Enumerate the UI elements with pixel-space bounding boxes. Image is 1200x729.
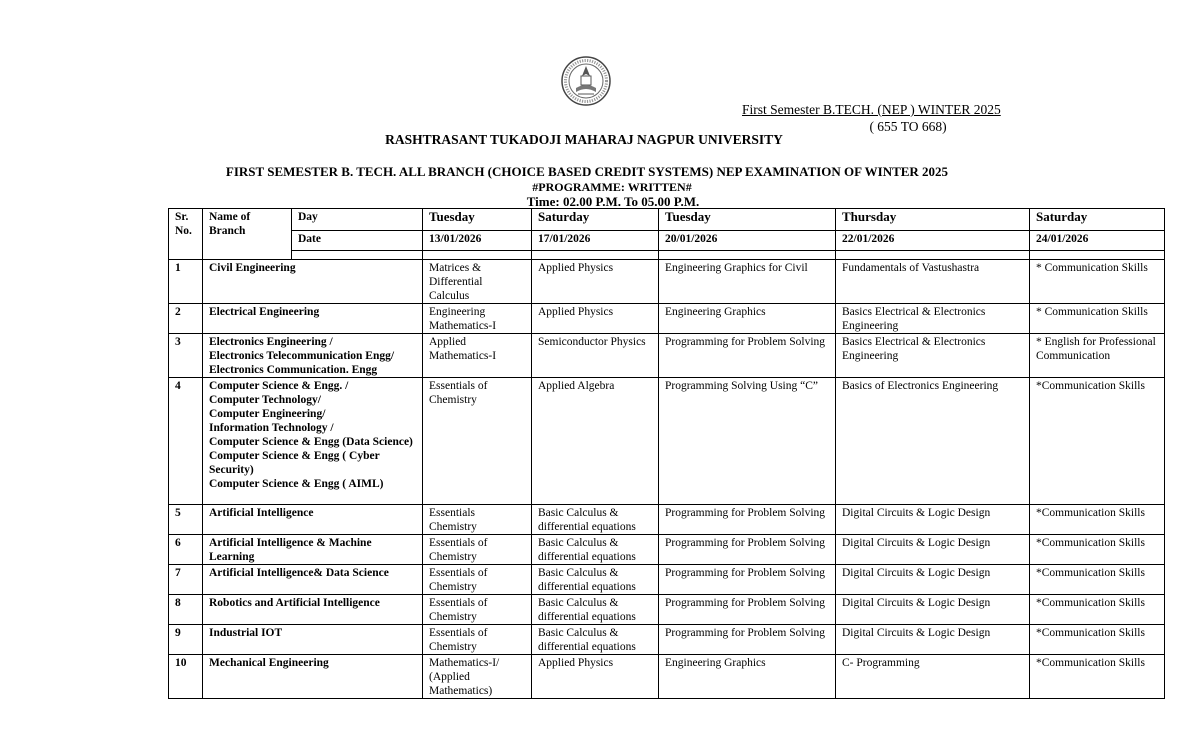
subject-cell: Applied Algebra (532, 378, 659, 505)
subject-cell: C- Programming (836, 655, 1030, 699)
subject-cell: Applied Physics (532, 260, 659, 304)
subject-cell: * Communication Skills (1030, 260, 1165, 304)
sr-no-cell: 7 (169, 565, 203, 595)
table-row (169, 304, 1165, 334)
day-header: Saturday (532, 209, 659, 231)
sr-no-cell: 1 (169, 260, 203, 304)
subject-cell: Basic Calculus & differential equations (532, 535, 659, 565)
table-row (169, 625, 1165, 655)
subject-cell: Basic Calculus & differential equations (532, 625, 659, 655)
subject-cell: Programming for Problem Solving (659, 625, 836, 655)
subject-cell: Basic Calculus & differential equations (532, 505, 659, 535)
day-header: Tuesday (659, 209, 836, 231)
subject-cell: *Communication Skills (1030, 378, 1165, 505)
table-row (169, 505, 1165, 535)
subject-cell: Applied Mathematics-I (423, 334, 532, 378)
semester-info (742, 101, 1000, 135)
subject-cell: *Communication Skills (1030, 535, 1165, 565)
subject-cell: Programming for Problem Solving (659, 565, 836, 595)
seat-range: ( 655 TO 668) (869, 119, 947, 134)
subject-cell: Digital Circuits & Logic Design (836, 595, 1030, 625)
sr-no-cell: 10 (169, 655, 203, 699)
subject-cell: Digital Circuits & Logic Design (836, 535, 1030, 565)
subject-cell: * Communication Skills (1030, 304, 1165, 334)
subject-cell: Semiconductor Physics (532, 334, 659, 378)
subject-cell: Essentials of Chemistry (423, 565, 532, 595)
branch-name-cell: Robotics and Artificial Intelligence (203, 595, 423, 625)
subject-cell: Basic Calculus & differential equations (532, 595, 659, 625)
exam-time: Time: 02.00 P.M. To 05.00 P.M. (526, 194, 700, 209)
subject-cell: Essentials of Chemistry (423, 378, 532, 505)
subject-cell: Digital Circuits & Logic Design (836, 565, 1030, 595)
subject-cell: Engineering Graphics (659, 655, 836, 699)
subject-cell: Essentials of Chemistry (423, 595, 532, 625)
day-header: Tuesday (423, 209, 532, 231)
table-row (169, 565, 1165, 595)
branch-name-cell: Artificial Intelligence& Data Science (203, 565, 423, 595)
sr-no-cell: 9 (169, 625, 203, 655)
subject-cell: *Communication Skills (1030, 655, 1165, 699)
subject-cell: Programming for Problem Solving (659, 595, 836, 625)
day-label: Day (292, 209, 423, 231)
subject-cell: *Communication Skills (1030, 505, 1165, 535)
branch-name-cell: Artificial Intelligence (203, 505, 423, 535)
subject-cell: *Communication Skills (1030, 565, 1165, 595)
subject-cell: Fundamentals of Vastushastra (836, 260, 1030, 304)
sr-no-cell: 8 (169, 595, 203, 625)
subject-cell: Applied Physics (532, 304, 659, 334)
subject-cell: Mathematics-I/ (Applied Mathematics) (423, 655, 532, 699)
branch-name-cell: Electrical Engineering (203, 304, 423, 334)
date-header: 24/01/2026 (1030, 231, 1165, 251)
sr-no-cell: 5 (169, 505, 203, 535)
subject-cell: Engineering Mathematics-I (423, 304, 532, 334)
exam-title: FIRST SEMESTER B. TECH. ALL BRANCH (CHOICE BASED CREDIT SYSTEMS) NEP EXAMINATION OF WINTER 2025 (225, 164, 949, 179)
subject-cell: Essentials of Chemistry (423, 625, 532, 655)
sr-no-header: Sr. No. (169, 209, 203, 260)
subject-cell: Applied Physics (532, 655, 659, 699)
semester-line: First Semester B.TECH. (NEP ) WINTER 2025 (742, 102, 1001, 117)
subject-cell: Basics Electrical & Electronics Engineering (836, 334, 1030, 378)
subject-cell: Digital Circuits & Logic Design (836, 505, 1030, 535)
subject-cell: Programming Solving Using “C” (659, 378, 836, 505)
date-label: Date (292, 231, 423, 251)
table-row (169, 334, 1165, 378)
subject-cell: Digital Circuits & Logic Design (836, 625, 1030, 655)
branch-name-cell: Computer Science & Engg. / Computer Technology/ Computer Engineering/ Information Technology / Computer Science & Engg (Data Science) Computer Science & Engg ( Cyber Security) Computer Science & Engg ( AIML) (203, 378, 423, 505)
date-header: 13/01/2026 (423, 231, 532, 251)
subject-cell: Basics of Electronics Engineering (836, 378, 1030, 505)
date-header: 20/01/2026 (659, 231, 836, 251)
subject-cell: Programming for Problem Solving (659, 535, 836, 565)
subject-cell: Essentials of Chemistry (423, 535, 532, 565)
sr-no-cell: 4 (169, 378, 203, 505)
exam-schedule-table (168, 208, 1165, 699)
subject-cell: Engineering Graphics for Civil (659, 260, 836, 304)
table-row (169, 378, 1165, 505)
table-row (169, 595, 1165, 625)
subject-cell: Basic Calculus & differential equations (532, 565, 659, 595)
day-header: Saturday (1030, 209, 1165, 231)
branch-name-cell: Artificial Intelligence & Machine Learning (203, 535, 423, 565)
day-header: Thursday (836, 209, 1030, 231)
table-row (169, 655, 1165, 699)
subject-cell: *Communication Skills (1030, 625, 1165, 655)
subject-cell: Essentials Chemistry (423, 505, 532, 535)
branch-name-cell: Electronics Engineering / Electronics Telecommunication Engg/ Electronics Communication. Engg (203, 334, 423, 378)
university-name: RASHTRASANT TUKADOJI MAHARAJ NAGPUR UNIVERSITY (385, 132, 783, 147)
subject-cell: Programming for Problem Solving (659, 505, 836, 535)
table-row (169, 535, 1165, 565)
sr-no-cell: 3 (169, 334, 203, 378)
sr-no-cell: 2 (169, 304, 203, 334)
subject-cell: Basics Electrical & Electronics Engineering (836, 304, 1030, 334)
table-row (169, 260, 1165, 304)
date-header: 22/01/2026 (836, 231, 1030, 251)
branch-name-header: Name of Branch (203, 209, 292, 260)
subject-cell: *Communication Skills (1030, 595, 1165, 625)
subject-cell: Engineering Graphics (659, 304, 836, 334)
university-seal (560, 55, 612, 107)
subject-cell: Matrices & Differential Calculus (423, 260, 532, 304)
date-header: 17/01/2026 (532, 231, 659, 251)
branch-name-cell: Mechanical Engineering (203, 655, 423, 699)
sr-no-cell: 6 (169, 535, 203, 565)
subject-cell: Programming for Problem Solving (659, 334, 836, 378)
branch-name-cell: Civil Engineering (203, 260, 423, 304)
subject-cell: * English for Professional Communication (1030, 334, 1165, 378)
programme-label: #PROGRAMME: WRITTEN# (532, 180, 692, 194)
branch-name-cell: Industrial IOT (203, 625, 423, 655)
